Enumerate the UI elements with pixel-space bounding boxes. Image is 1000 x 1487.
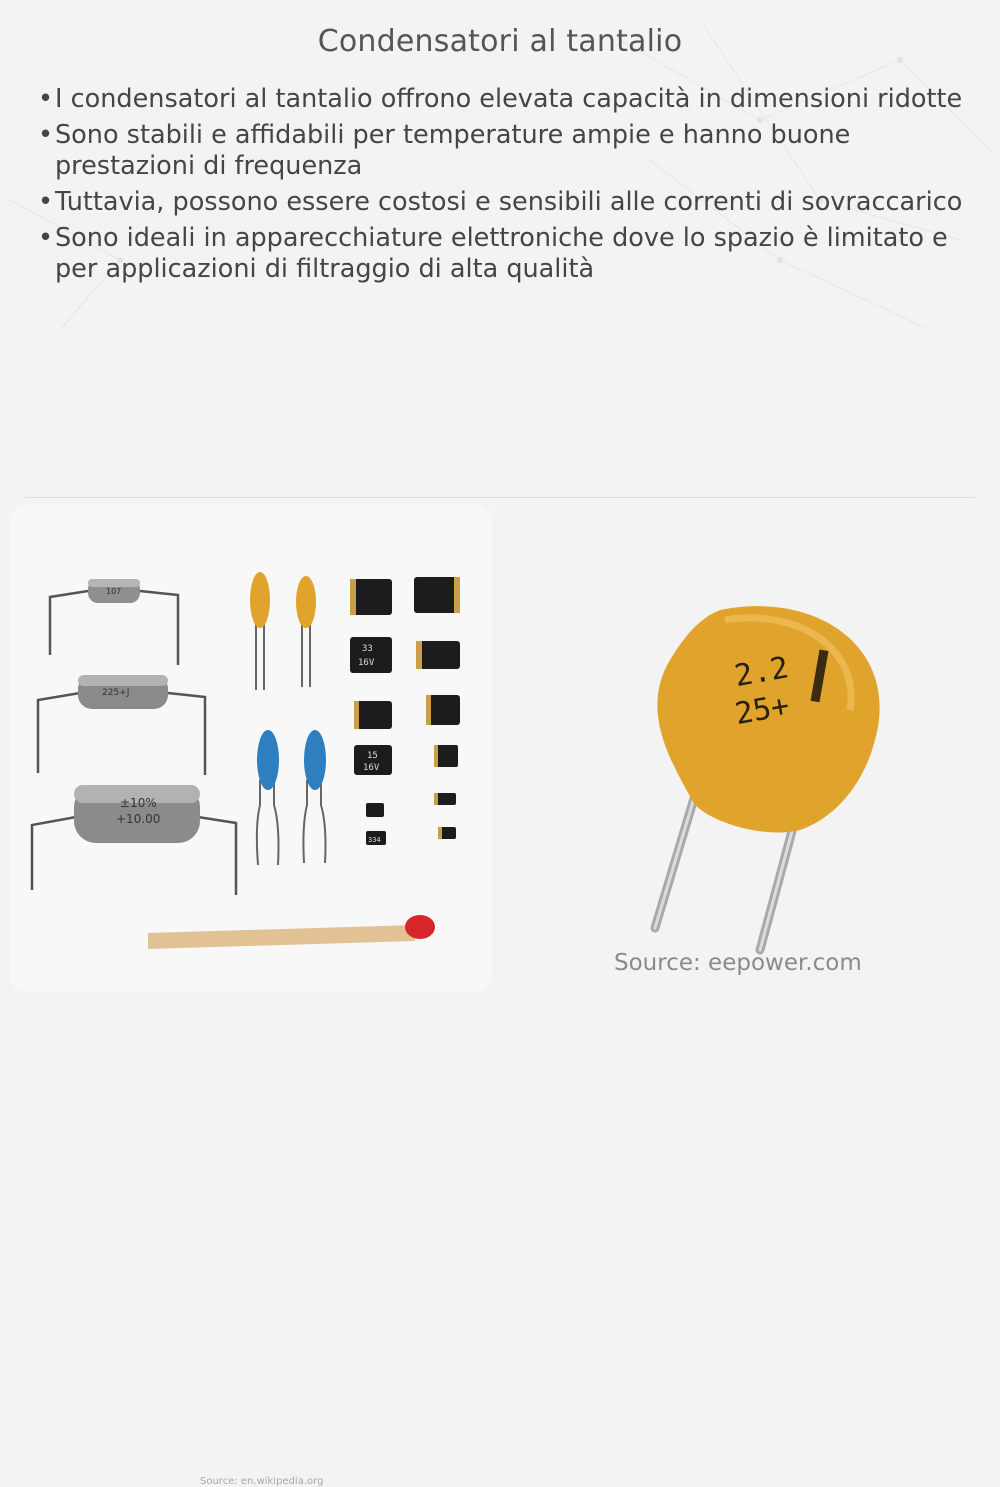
bullet-item: • Sono ideali in apparecchiature elettroniche dove lo spazio è limitato e per applicazioni di filtraggio di alta qualità [38,223,968,285]
bullet-list [38,84,968,290]
section-divider [25,497,975,498]
svg-text:16V: 16V [363,763,380,773]
svg-text:16V: 16V [358,658,375,668]
bullet-item: • Sono stabili e affidabili per temperature ampie e hanno buone prestazioni di frequenza [38,120,968,182]
image-credit-right: Source: eepower.com [614,950,862,976]
svg-text:2.2: 2.2 [731,650,792,695]
axial-capacitor-small [50,579,178,665]
yellow-bead-capacitors [250,572,316,690]
axial-capacitor-mid [38,675,205,775]
svg-text:107: 107 [106,587,122,596]
svg-text:33: 33 [362,644,373,654]
bullet-item: • I condensatori al tantalio offrono elevata capacità in dimensioni ridotte [38,84,968,115]
smd-capacitors [350,577,460,845]
svg-text:±10%: ±10% [120,796,157,810]
axial-capacitor-big [32,785,236,895]
svg-text:334: 334 [368,836,381,844]
image-credit-left: Source: en.wikipedia.org [200,1476,324,1487]
svg-text:+10.00: +10.00 [116,812,161,826]
svg-text:25+: 25+ [732,688,792,733]
capacitor-collection-photo [10,505,492,1487]
svg-text:225+J: 225+J [102,688,130,698]
tantalum-capacitor-photo [600,590,900,960]
blue-bead-capacitors [257,730,326,865]
page-title: Condensatori al tantalio [317,24,683,59]
match-stick [148,915,435,949]
svg-text:15: 15 [367,751,378,761]
bullet-item: • Tuttavia, possono essere costosi e sensibili alle correnti di sovraccarico [38,187,968,218]
